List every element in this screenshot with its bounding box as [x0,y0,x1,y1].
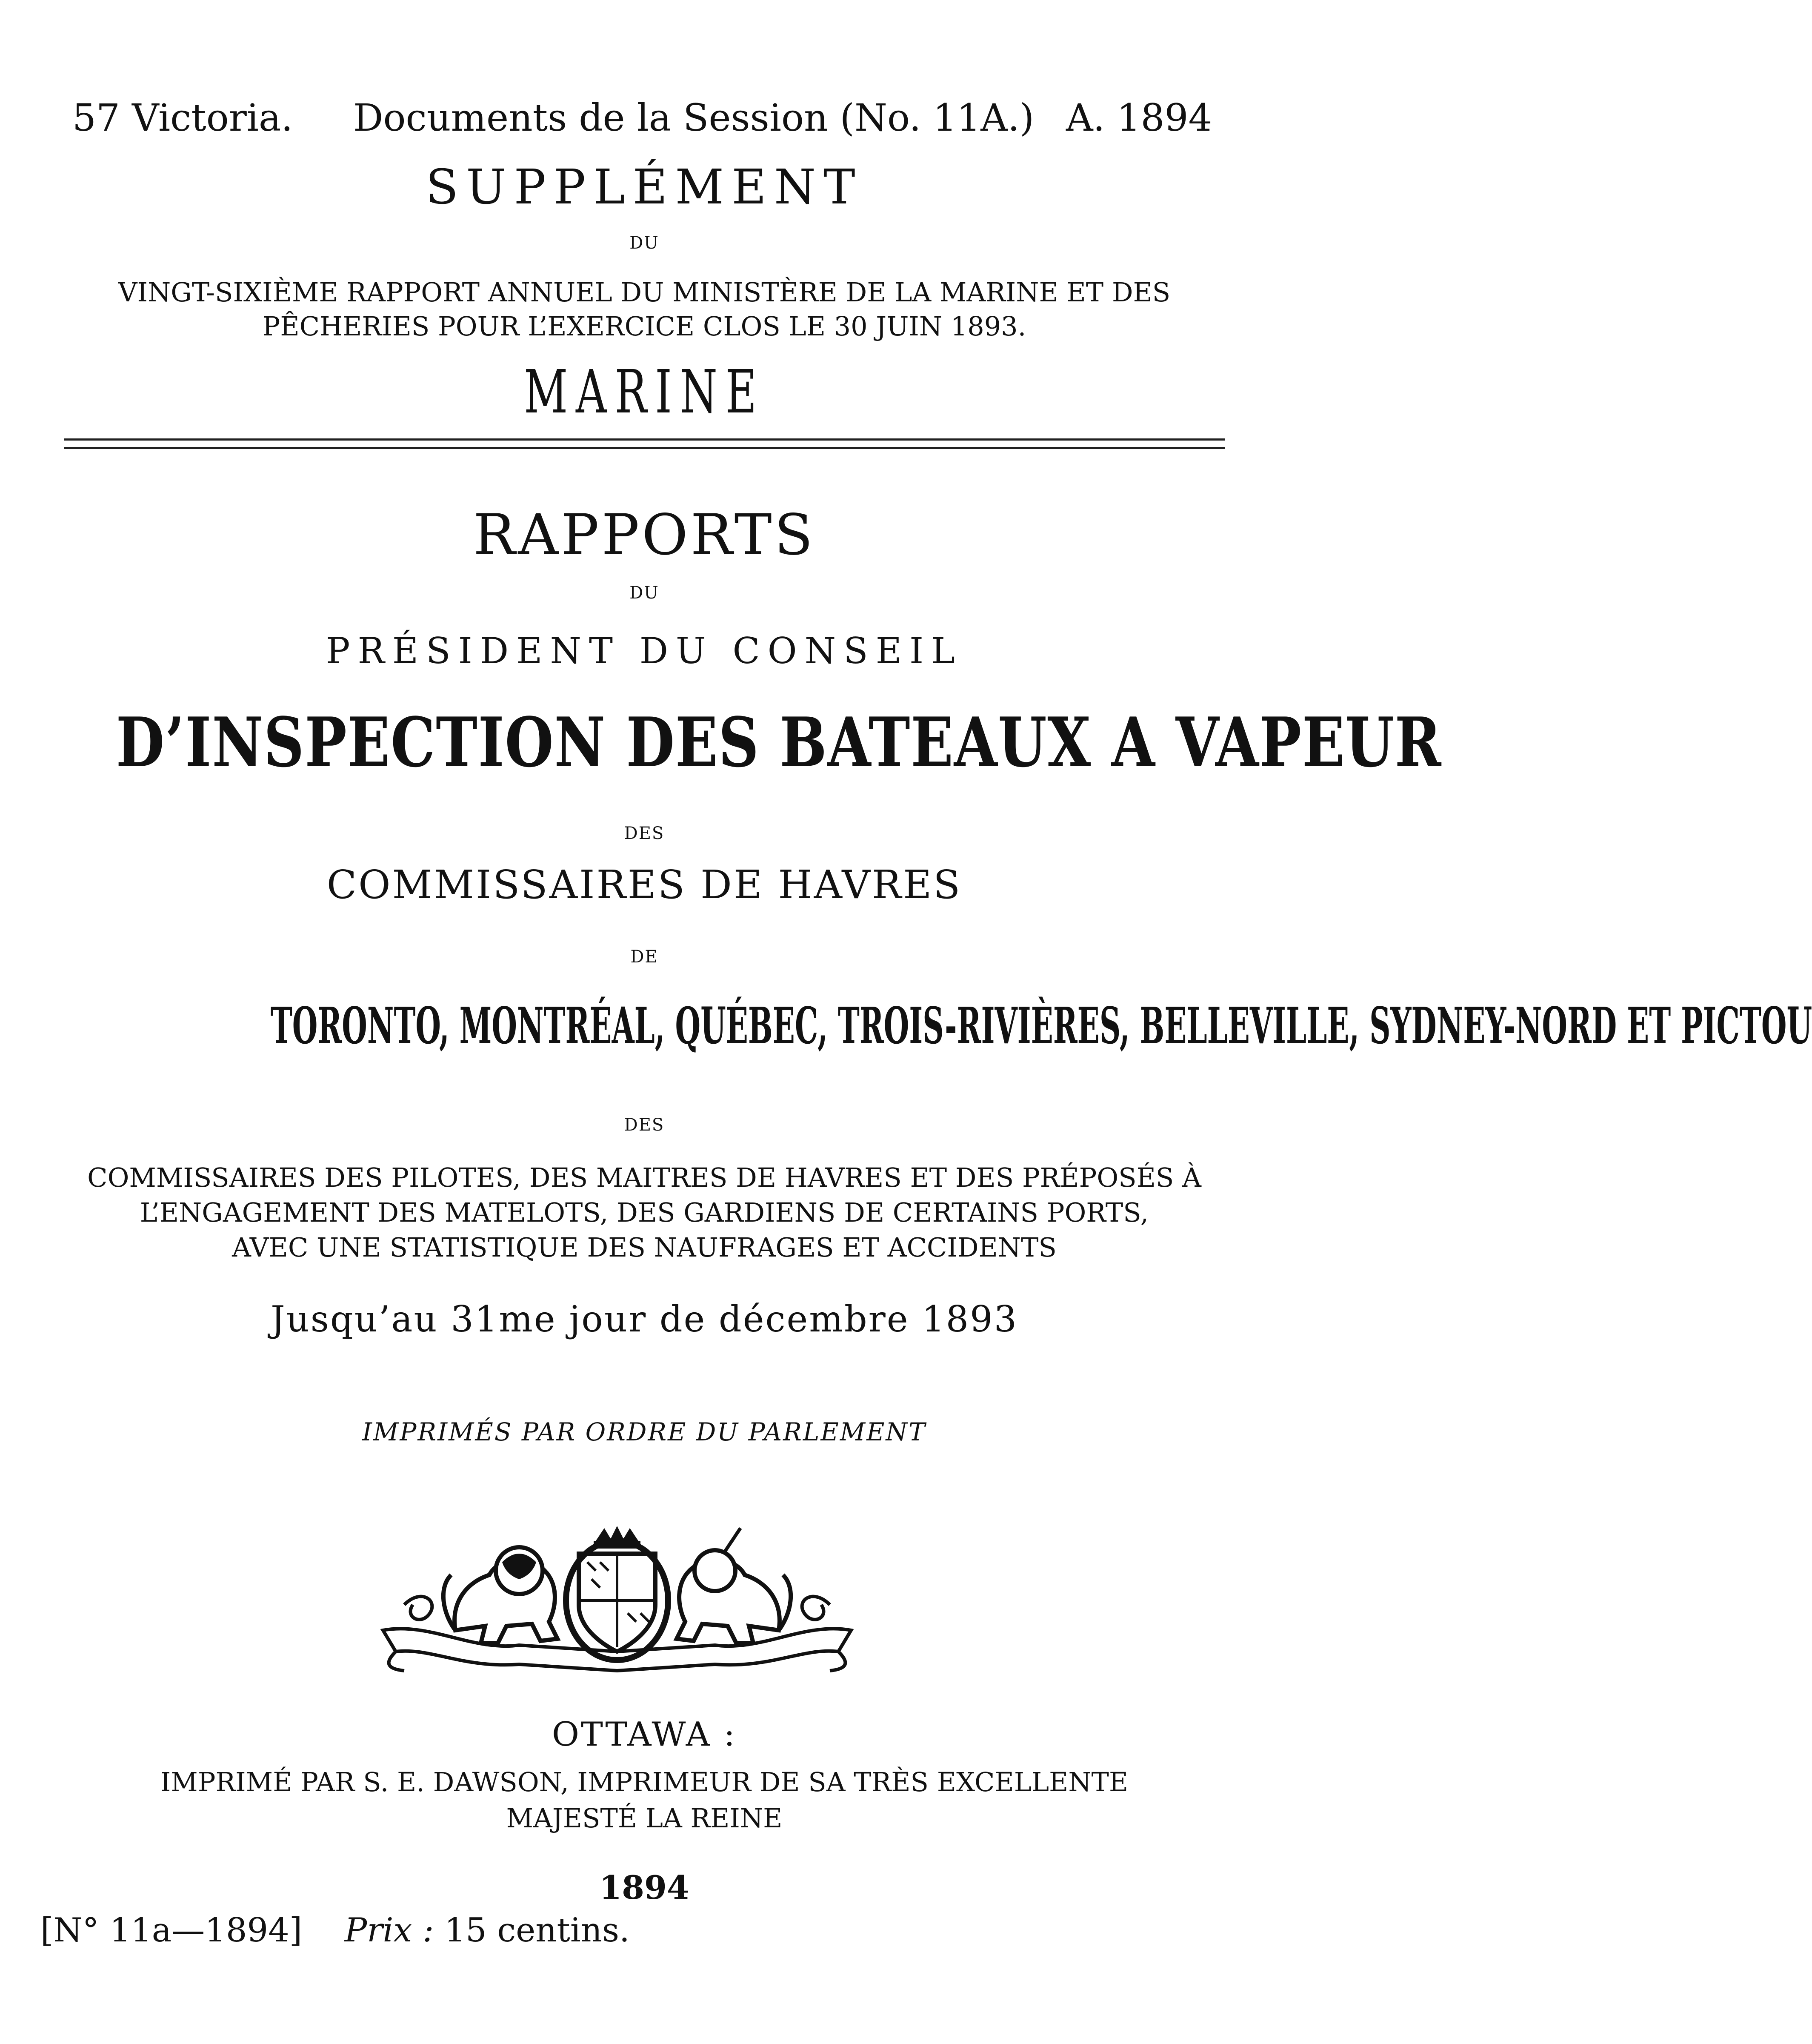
date-line: Jusqu’au 31me jour de décembre 1893 [270,1298,1018,1340]
rapports-heading: RAPPORTS [473,502,816,568]
footer-reference: [N° 11a—1894] [40,1911,303,1950]
du-label: DU [629,233,659,253]
header-right: A. 1894 [1066,96,1212,140]
commissaires-paragraph-line-3: AVEC UNE STATISTIQUE DES NAUFRAGES ET ACCIDENTS [232,1232,1057,1263]
marine-heading: MARINE [524,358,765,427]
des-label-2: DES [624,1115,665,1135]
report-line-1: VINGT-SIXIÈME RAPPORT ANNUEL DU MINISTÈRE DE LA MARINE ET DES [118,277,1171,308]
header-middle: Documents de la Session (No. 11A.) [353,96,1035,140]
commissaires-paragraph-line-2: L’ENGAGEMENT DES MATELOTS, DES GARDIENS DE CERTAINS PORTS, [140,1197,1149,1228]
footer-price-label: Prix : [344,1911,434,1950]
ottawa-heading: OTTAWA : [552,1715,737,1754]
report-line-2: PÊCHERIES POUR L’EXERCICE CLOS LE 30 JUIN 1893. [262,311,1026,342]
double-rule-bottom [64,447,1225,449]
footer-price-value: 15 centins. [444,1911,630,1950]
publication-year: 1894 [599,1869,689,1907]
inspection-heading: D’INSPECTION DES BATEAUX A VAPEUR [116,702,1442,782]
president-heading: PRÉSIDENT DU CONSEIL [326,630,963,672]
cities-heading: TORONTO, MONTRÉAL, QUÉBEC, TROIS-RIVIÈRES, BELLEVILLE, SYDNEY-NORD ET PICTOU [270,996,1812,1055]
printer-line-1: IMPRIMÉ PAR S. E. DAWSON, IMPRIMEUR DE SA TRÈS EXCELLENTE [160,1766,1129,1798]
du-label-2: DU [629,583,659,603]
des-label: DES [624,824,665,843]
commissaires-paragraph-line-1: COMMISSAIRES DES PILOTES, DES MAITRES DE HAVRES ET DES PRÉPOSÉS À [87,1162,1201,1193]
printed-by-order: IMPRIMÉS PAR ORDRE DU PARLEMENT [362,1417,926,1446]
printer-line-2: MAJESTÉ LA REINE [506,1803,783,1834]
supplement-title: SUPPLÉMENT [426,160,863,215]
footer [40,1911,630,1950]
royal-coat-of-arms-icon [379,1524,855,1677]
de-label: DE [630,947,658,967]
double-rule-top [64,438,1225,441]
header-left: 57 Victoria. [72,96,293,140]
commissaires-havres-heading: COMMISSAIRES DE HAVRES [326,862,962,907]
